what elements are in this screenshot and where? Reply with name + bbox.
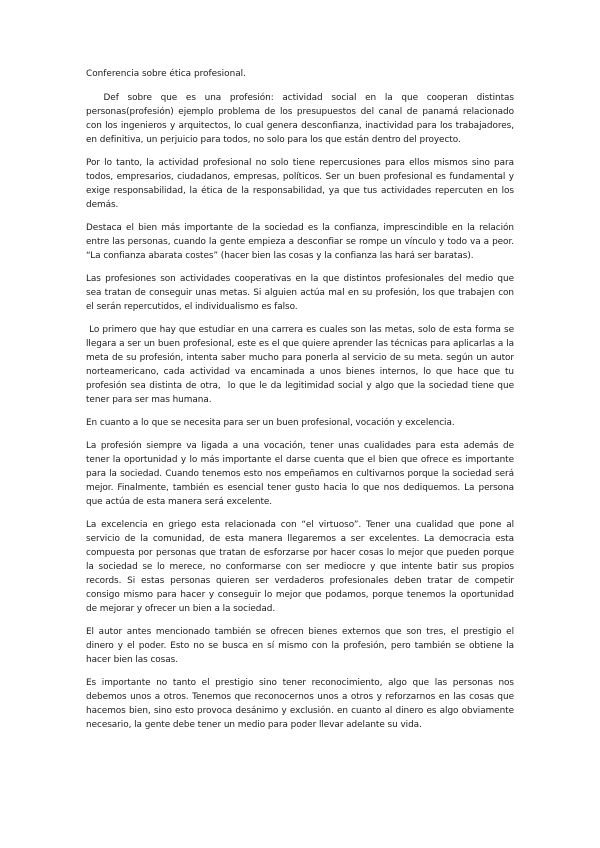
paragraph-repercussions: Por lo tanto, la actividad profesional no solo tiene repercusiones para ellos mismos sino para todos, empresarios, ciudadanos, empresas, políticos. Ser un buen profesional es fundamental y exige responsabilidad, la ética de la responsabilidad, ya que tus actividades repercuten en los demás. — [86, 158, 514, 210]
paragraph-vocation: La profesión siempre va ligada a una vocación, tener unas cualidades para esta además de tener la oportunidad y lo más importante el darse cuenta que el bien que ofrece es importante para la sociedad. Cuando tenemos esto nos empeñamos en cultivarnos porque la sociedad será mejor. Finalmente, también es esencial tener gusto hacia lo que nos dediquemos. La persona que actúa de esta manera será excelente. — [86, 441, 514, 507]
paragraph-vocation-excellence: En cuanto a lo que se necesita para ser un buen profesional, vocación y excelencia. — [86, 418, 455, 428]
document-title: Conferencia sobre ética profesional. — [86, 69, 246, 79]
paragraph-recognition: Es importante no tanto el prestigio sino tener reconocimiento, algo que las personas nos debemos unos a otros. Tenemos que reconocernos unos a otros y reforzarnos en las cosas que hacemos bien, sino esto provoca desánimo y exclusión. en cuanto al dinero es algo obviamente necesario, la gente debe tener un medio para poder llevar adelante su vida. — [86, 678, 514, 730]
paragraph-trust: Destaca el bien más importante de la sociedad es la confianza, imprescindible en la relación entre las personas, cuando la gente empieza a desconfiar se rompe un vínculo y todo va a peor. “La confianza abarata costes” (hacer bien las cosas y la confianza las hará ser baratas). — [86, 223, 514, 261]
paragraph-cooperation: Las profesiones son actividades cooperativas en la que distintos profesionales del medio que sea tratan de conseguir unas metas. Si alguien actúa mal en su profesión, los que trabajen con el serán repercutidos, el individualismo es falso. — [86, 274, 514, 312]
paragraph-external-goods: El autor antes mencionado también se ofrecen bienes externos que son tres, el prestigio el dinero y el poder. Esto no se busca en sí mismo con la profesión, pero también se obtiene la hacer bien las cosas. — [86, 627, 514, 665]
paragraph-excellence: La excelencia en griego esta relacionada con “el virtuoso”. Tener una cualidad que pone al servicio de la comunidad, de esta manera llegaremos a ser excelentes. La democracia esta compuesta por personas que tratan de esforzarse por hacer cosas lo mejor que pueden porque la sociedad se lo merece, no conformarse con ser mediocre y que intente batir sus propios records. Si estas personas quieren ser verdaderos profesionales deben tratar de competir consigo mismo para hacer y conseguir lo mejor que podamos, porque tenemos la oportunidad de mejorar y ofrecer un bien a la sociedad. — [86, 520, 514, 614]
paragraph-goals: Lo primero que hay que estudiar en una carrera es cuales son las metas, solo de esta forma se llegara a ser un buen profesional, este es el que quiere aprender las técnicas para aplicarlas a la meta de su profesión, intenta saber mucho para ponerla al servicio de su meta. según un autor norteamericano, cada actividad va encaminada a unos bienes internos, lo que hace que tu profesión sea distinta de otra, lo que le da legitimidad social y algo que la sociedad tiene que tener para ser mas humana. — [86, 325, 517, 405]
paragraph-definition: Def sobre que es una profesión: actividad social en la que cooperan distintas personas(profesión) ejemplo problema de los presupuestos del canal de panamá relacionado con los ingenieros y arquitectos, lo cual genera desconfianza, inactividad para los trabajadores, en definitiva, un perjuicio para todos, no solo para los que están dentro del proyecto. — [86, 93, 517, 145]
